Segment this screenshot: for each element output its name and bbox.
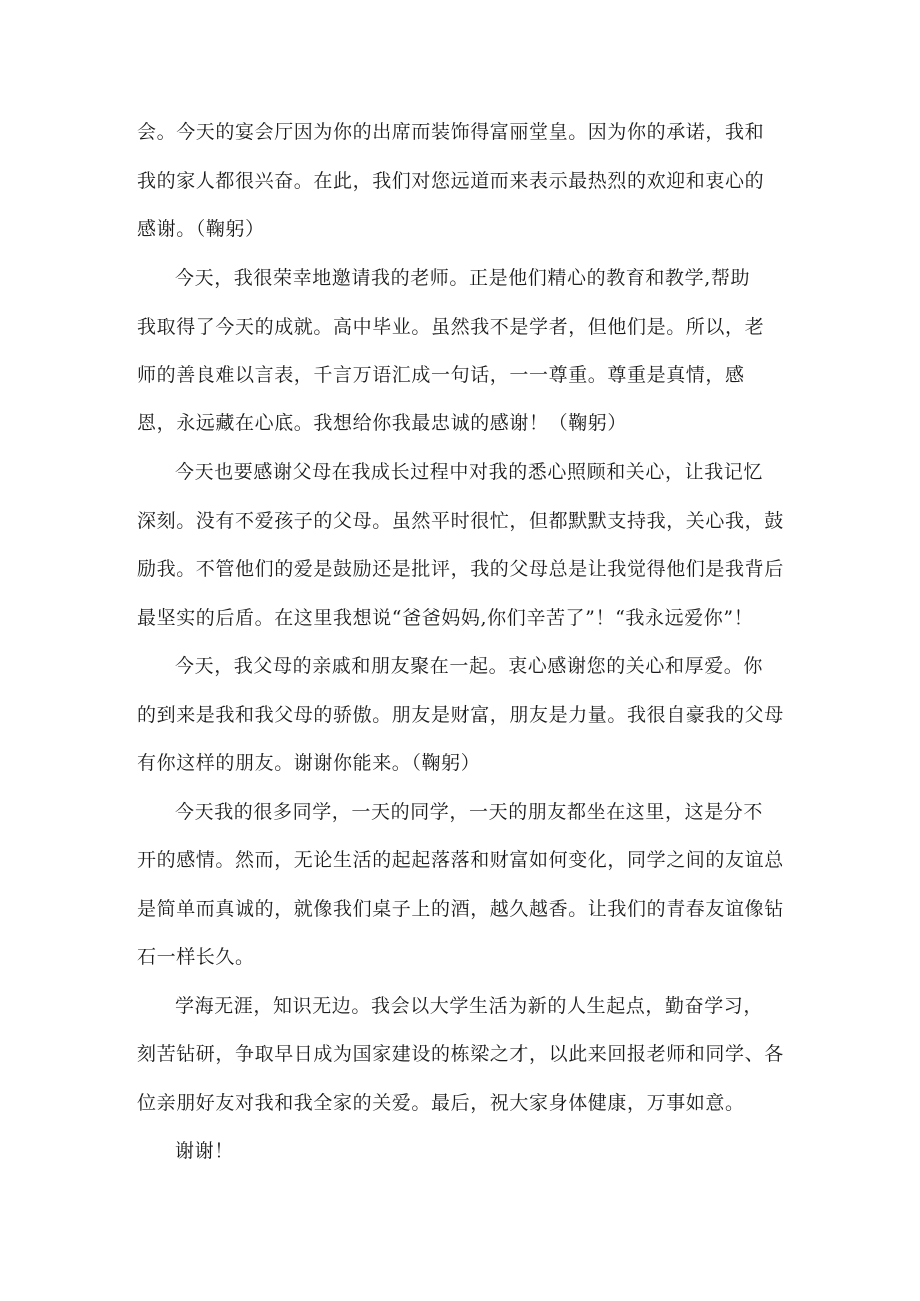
- paragraph-first-line: 学海无涯，知识无边。我会以大学生活为新的人生起点，勤奋学习，: [175, 995, 764, 1017]
- paragraph-first-line: 今天我的很多同学，一天的同学，一天的朋友都坐在这里，这是分不: [175, 801, 764, 823]
- text-line: 我的家人都很兴奋。在此，我们对您远道而来表示最热烈的欢迎和衷心的: [137, 170, 765, 192]
- closing-thanks: 谢谢！: [175, 1140, 234, 1162]
- text-line: 是简单而真诚的，就像我们桌子上的酒，越久越香。让我们的青春友谊像钻: [137, 898, 784, 920]
- text-line: 位亲朋好友对我和我全家的关爱。最后，祝大家身体健康，万事如意。: [137, 1092, 745, 1114]
- text-line: 的到来是我和我父母的骄傲。朋友是财富，朋友是力量。我很自豪我的父母: [137, 704, 784, 726]
- paragraph-first-line: 今天，我父母的亲戚和朋友聚在一起。衷心感谢您的关心和厚爱。你: [175, 655, 764, 677]
- text-line: 会。今天的宴会厅因为你的出席而装饰得富丽堂皇。因为你的承诺，我和: [137, 121, 765, 143]
- text-line: 刻苦钻研，争取早日成为国家建设的栋梁之才，以此来回报老师和同学、各: [137, 1043, 784, 1065]
- text-line: 感谢。（鞠躬）: [137, 218, 265, 240]
- text-line: 最坚实的后盾。在这里我想说“爸爸妈妈,你们辛苦了”！“我永远爱你”！: [137, 607, 754, 629]
- text-line: 石一样长久。: [137, 946, 255, 968]
- text-line: 有你这样的朋友。谢谢你能来。（鞠躬）: [137, 752, 481, 774]
- text-line: 励我。不管他们的爱是鼓励还是批评，我的父母总是让我觉得他们是我背后: [137, 558, 784, 580]
- text-line: 深刻。没有不爱孩子的父母。虽然平时很忙，但都默默支持我，关心我，鼓: [137, 510, 784, 532]
- text-line: 恩，永远藏在心底。我想给你我最忠诚的感谢！（鞠躬）: [137, 412, 628, 434]
- paragraph-first-line: 今天也要感谢父母在我成长过程中对我的悉心照顾和关心，让我记忆: [175, 461, 764, 483]
- text-line: 我取得了今天的成就。高中毕业。虽然我不是学者，但他们是。所以，老: [137, 316, 765, 338]
- text-line: 开的感情。然而，无论生活的起起落落和财富如何变化，同学之间的友谊总: [137, 849, 784, 871]
- paragraph-first-line: 今天，我很荣幸地邀请我的老师。正是他们精心的教育和教学,帮助: [175, 267, 751, 289]
- text-line: 师的善良难以言表，千言万语汇成一句话，一一尊重。尊重是真情，感: [137, 364, 745, 386]
